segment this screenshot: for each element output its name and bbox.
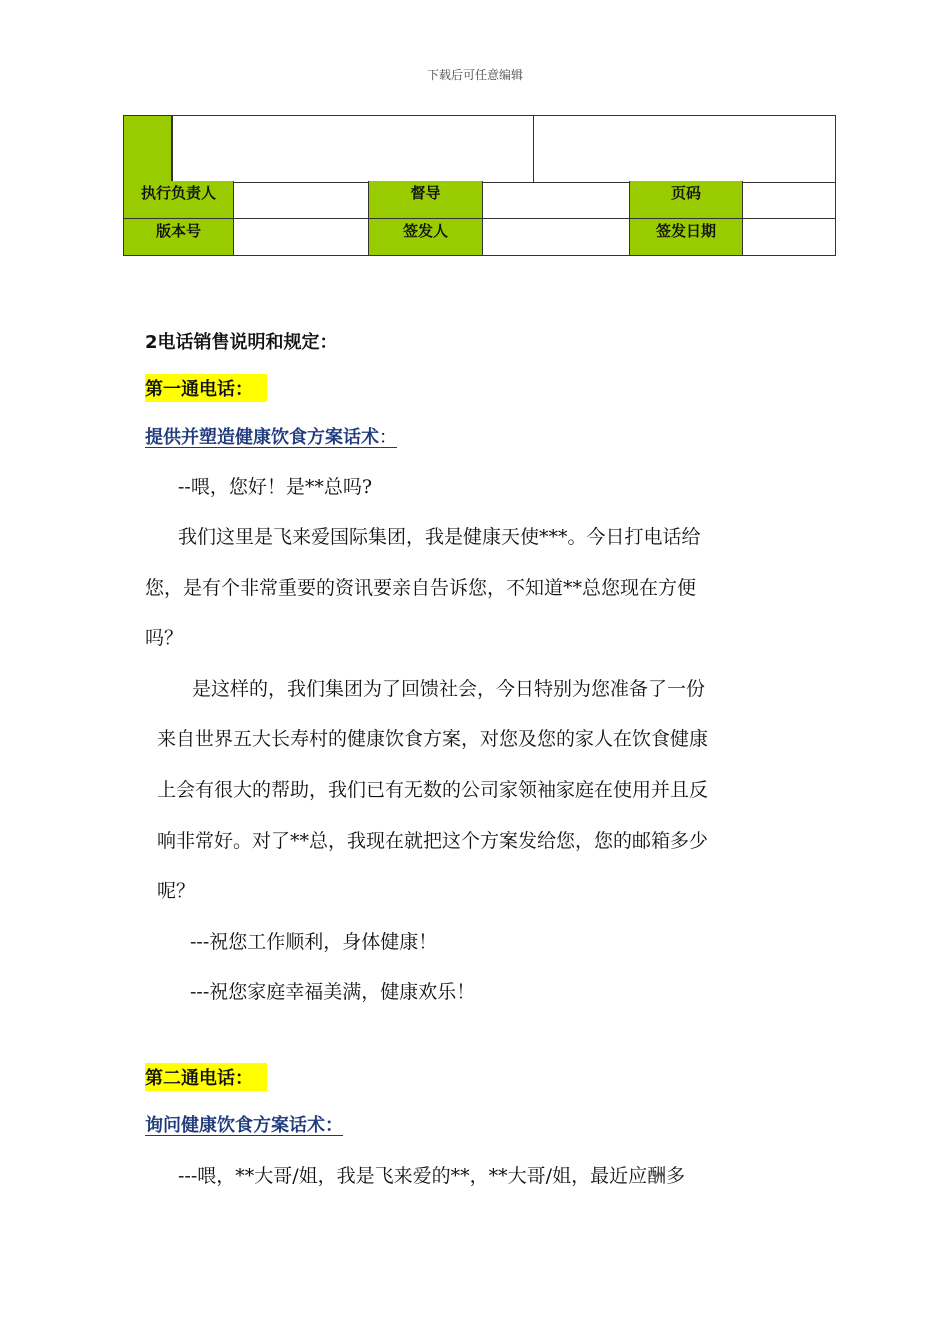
header-top-row (123, 115, 836, 183)
value-issue-date (743, 219, 836, 256)
watermark-text: 下载后可任意编辑 (426, 68, 523, 82)
call1-line: 是这样的，我们集团为了回馈社会，今日特别为您准备了一份 (192, 678, 706, 700)
label-supervisor: 督导 (369, 181, 483, 219)
call1-line: 响非常好。对了**总，我现在就把这个方案发给您，您的邮箱多少 (157, 830, 709, 852)
call1-line: 来自世界五大长寿村的健康饮食方案，对您及您的家人在饮食健康 (157, 728, 709, 750)
call1-subheading-colon: ： (379, 427, 397, 448)
section-title: 2电话销售说明和规定： (145, 332, 338, 353)
value-version (234, 219, 369, 256)
call2-subheading: 询问健康饮食方案话术： (145, 1115, 343, 1136)
call2-heading: 第二通电话： (145, 1063, 267, 1091)
label-executive: 执行负责人 (123, 181, 234, 219)
value-executive (234, 181, 369, 219)
document-header-table (123, 115, 836, 257)
value-issuer (483, 219, 630, 256)
value-supervisor (483, 181, 630, 219)
call1-line: 上会有很大的帮助，我们已有无数的公司家领袖家庭在使用并且反 (157, 779, 709, 801)
call1-subheading (145, 423, 397, 449)
call1-line: ---祝您家庭幸福美满，健康欢乐！ (190, 981, 476, 1003)
call1-line: 您，是有个非常重要的资讯要亲自告诉您，不知道**总您现在方便 (145, 577, 697, 599)
value-page (743, 181, 836, 219)
call1-line: 呢？ (157, 880, 196, 902)
label-version: 版本号 (123, 219, 234, 256)
divider (533, 116, 534, 182)
label-issuer: 签发人 (369, 219, 483, 256)
call1-line: 我们这里是飞来爱国际集团，我是健康天使***。今日打电话给 (178, 526, 701, 548)
call1-line: 吗？ (145, 627, 184, 649)
call1-heading: 第一通电话： (145, 374, 267, 402)
header-row-2 (123, 219, 836, 256)
call1-line: --喂，您好！是**总吗? (178, 476, 373, 498)
divider (172, 116, 173, 182)
label-page: 页码 (630, 181, 743, 219)
call1-subheading-text: 提供并塑造健康饮食方案话术 (145, 427, 379, 448)
call1-line: ---祝您工作顺利，身体健康！ (190, 931, 438, 953)
label-issue-date: 签发日期 (630, 219, 743, 256)
header-logo-cell (123, 115, 172, 183)
call2-line: ---喂，**大哥/姐，我是飞来爱的**，**大哥/姐，最近应酬多 (178, 1165, 686, 1187)
header-row-1 (123, 181, 836, 219)
